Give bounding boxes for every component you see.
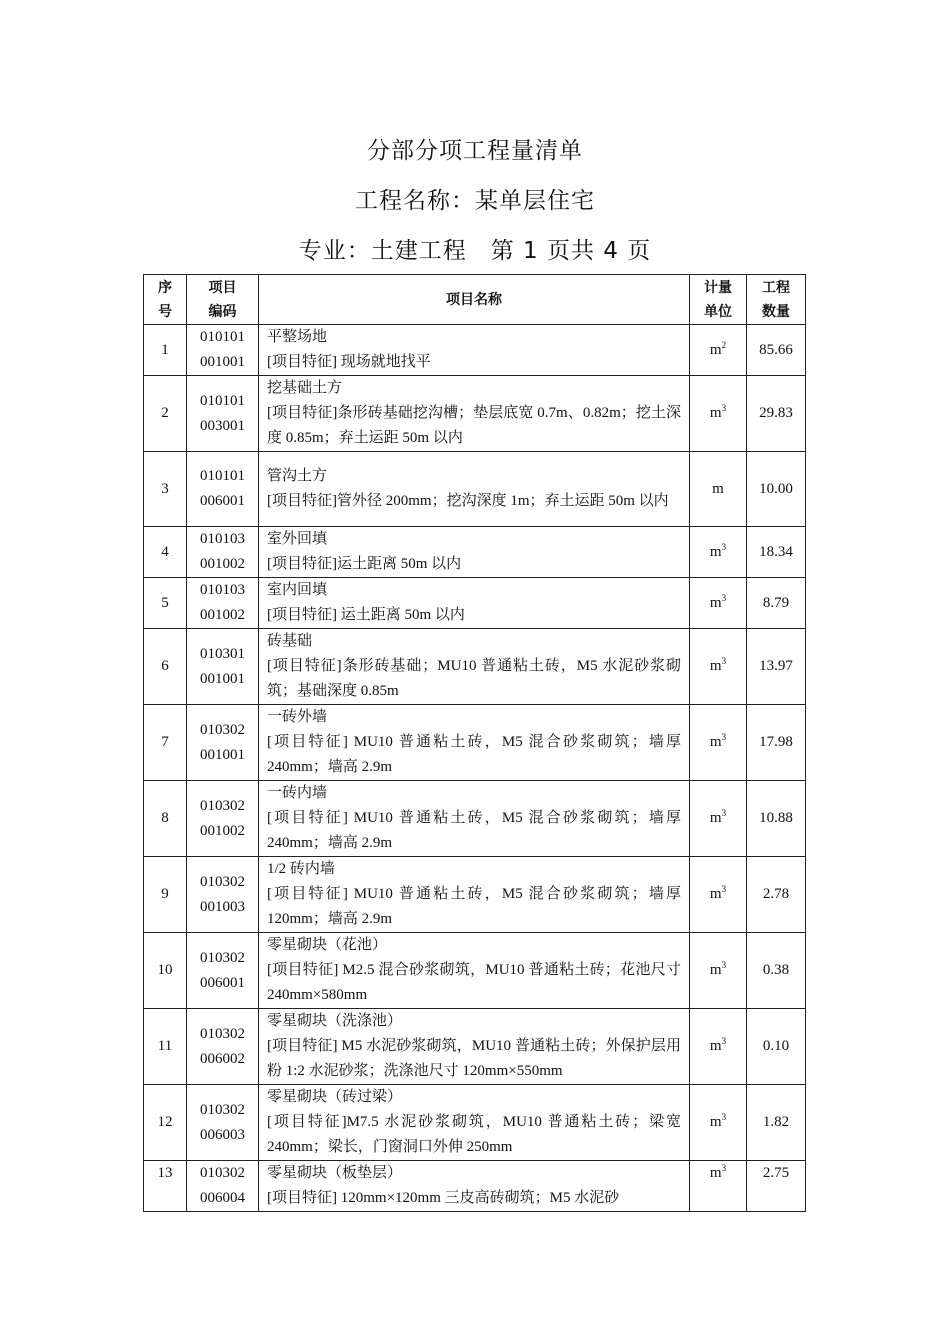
- item-code-part1: 010103: [200, 582, 245, 598]
- item-code-part2: 006002: [200, 1050, 245, 1067]
- row-number: 10: [144, 933, 187, 1009]
- item-code-part1: 010302: [200, 949, 245, 966]
- item-code-part1: 010302: [200, 721, 245, 738]
- item-title: 零星砌块（花池）: [267, 937, 388, 953]
- item-features: [项目特征] MU10 普通粘土砖，M5 混合砂浆砌筑；墙厚 240mm；墙高 2.9m: [267, 810, 681, 851]
- unit-base: m: [709, 405, 722, 421]
- item-title: 零星砌块（洗涤池）: [267, 1013, 403, 1029]
- table-row: [144, 933, 806, 1009]
- item-code-part2: 001002: [200, 607, 245, 623]
- bill-table: [143, 274, 806, 1212]
- quantity: 17.98: [747, 705, 806, 781]
- header-row: [144, 275, 806, 325]
- row-number: 5: [144, 578, 187, 629]
- item-name: [259, 376, 690, 452]
- quantity: 29.83: [747, 376, 806, 452]
- table-row: [144, 1161, 806, 1212]
- item-code: [187, 325, 259, 376]
- unit: [690, 325, 747, 376]
- table-row: [144, 781, 806, 857]
- item-code: [187, 452, 259, 527]
- item-code-part2: 001003: [200, 898, 245, 915]
- item-code-part2: 006001: [200, 493, 245, 509]
- item-name: [259, 578, 690, 629]
- unit: [690, 629, 747, 705]
- quantity: 13.97: [747, 629, 806, 705]
- item-features: [项目特征] M5 水泥砂浆砌筑，MU10 普通粘土砖；外保护层用粉 1:2 水泥砂浆；洗涤池尺寸 120mm×550mm: [267, 1038, 681, 1079]
- unit-exponent: 3: [721, 1163, 727, 1173]
- item-name: [259, 527, 690, 578]
- quantity: 2.75: [747, 1161, 806, 1212]
- item-name: [259, 325, 690, 376]
- unit-base: m: [709, 886, 722, 902]
- header-code: 项目 编码: [187, 275, 259, 325]
- item-title: 一砖外墙: [267, 709, 328, 725]
- row-number: 7: [144, 705, 187, 781]
- item-code: [187, 857, 259, 933]
- item-title: 一砖内墙: [267, 785, 328, 801]
- project-name: 工程名称：某单层住宅: [355, 188, 595, 214]
- unit-exponent: 3: [721, 541, 727, 552]
- item-code-part1: 010103: [200, 531, 245, 547]
- item-code: [187, 1009, 259, 1085]
- item-code-part2: 001002: [200, 822, 245, 839]
- item-title: 零星砌块（砖过梁）: [267, 1089, 403, 1105]
- item-name: [259, 705, 690, 781]
- unit-base: m: [709, 734, 722, 750]
- item-code: [187, 376, 259, 452]
- table-row: [144, 578, 806, 629]
- unit: [690, 578, 747, 629]
- item-code-part2: 006003: [200, 1126, 245, 1143]
- item-code-part2: 001002: [200, 556, 245, 572]
- table-row: [144, 325, 806, 376]
- item-features: [项目特征]管外径 200mm；挖沟深度 1m；弃土运距 50m 以内: [267, 493, 669, 509]
- page-info: 专业：土建工程 第 1 页共 4 页: [298, 238, 652, 264]
- item-code: [187, 933, 259, 1009]
- table-row: [144, 705, 806, 781]
- item-features: [项目特征]运土距离 50m 以内: [267, 556, 462, 572]
- item-code-part2: 001001: [200, 746, 245, 763]
- table-row: [144, 629, 806, 705]
- table-row: [144, 452, 806, 527]
- unit-base: m: [709, 810, 722, 826]
- unit: [690, 452, 747, 527]
- item-title: 挖基础土方: [267, 380, 343, 396]
- quantity: 1.82: [747, 1085, 806, 1161]
- item-code-part1: 010302: [200, 1101, 245, 1118]
- page-title: 分部分项工程量清单: [367, 138, 583, 164]
- unit-base: m: [709, 962, 722, 978]
- item-name: [259, 1085, 690, 1161]
- item-code: [187, 1161, 259, 1212]
- item-code-part1: 010302: [200, 797, 245, 814]
- unit: [690, 527, 747, 578]
- item-title: 室外回填: [267, 531, 328, 547]
- row-number: 12: [144, 1085, 187, 1161]
- unit-exponent: 3: [721, 656, 727, 666]
- unit-exponent: 3: [721, 592, 727, 603]
- item-title: 砖基础: [267, 633, 313, 649]
- unit-exponent: 3: [721, 960, 727, 970]
- item-features: [项目特征] MU10 普通粘土砖，M5 混合砂浆砌筑；墙厚 240mm；墙高 2.9m: [267, 734, 681, 775]
- item-features: [项目特征] 运土距离 50m 以内: [267, 607, 465, 623]
- item-name: [259, 1009, 690, 1085]
- unit-exponent: 3: [721, 732, 727, 742]
- unit-base: m: [709, 1114, 722, 1130]
- header-unit: 计量 单位: [690, 275, 747, 325]
- item-title: 管沟土方: [267, 468, 328, 484]
- unit: [690, 933, 747, 1009]
- item-title: 零星砌块（板垫层）: [267, 1165, 403, 1181]
- item-title: 平整场地: [267, 329, 328, 345]
- row-number: 6: [144, 629, 187, 705]
- item-name: [259, 452, 690, 527]
- item-code-part2: 001001: [200, 354, 245, 370]
- item-features: [项目特征]M7.5 水泥砂浆砌筑，MU10 普通粘土砖；梁宽 240mm；梁长，门窗洞口外伸 250mm: [267, 1114, 681, 1155]
- unit-base: m: [712, 480, 724, 497]
- item-features: [项目特征] 120mm×120mm 三皮高砖砌筑；M5 水泥砂: [267, 1190, 620, 1206]
- table-row: [144, 1085, 806, 1161]
- item-features: [项目特征] 现场就地找平: [267, 354, 431, 370]
- unit: [690, 376, 747, 452]
- header-seq: 序 号: [144, 275, 187, 325]
- item-features: [项目特征]条形砖基础；MU10 普通粘土砖，M5 水泥砂浆砌筑；基础深度 0.85m: [267, 658, 681, 699]
- row-number: 8: [144, 781, 187, 857]
- item-name: [259, 933, 690, 1009]
- item-code-part2: 003001: [200, 417, 245, 434]
- item-code: [187, 781, 259, 857]
- unit: [690, 1009, 747, 1085]
- item-title: 室内回填: [267, 582, 328, 598]
- item-code-part1: 010302: [200, 1165, 245, 1181]
- unit-exponent: 3: [721, 1036, 727, 1046]
- header-qty: 工程 数量: [747, 275, 806, 325]
- unit-exponent: 3: [721, 403, 727, 413]
- item-code: [187, 578, 259, 629]
- item-code-part1: 010302: [200, 1025, 245, 1042]
- item-features: [项目特征] MU10 普通粘土砖，M5 混合砂浆砌筑；墙厚 120mm；墙高 2.9m: [267, 886, 681, 927]
- unit-exponent: 3: [721, 808, 727, 818]
- item-features: [项目特征] M2.5 混合砂浆砌筑，MU10 普通粘土砖；花池尺寸 240mm×580mm: [267, 962, 681, 1003]
- unit: [690, 705, 747, 781]
- unit-exponent: 2: [721, 339, 727, 350]
- item-code-part1: 010301: [200, 645, 245, 662]
- item-code: [187, 629, 259, 705]
- quantity: 8.79: [747, 578, 806, 629]
- quantity: 0.38: [747, 933, 806, 1009]
- item-features: [项目特征]条形砖基础挖沟槽；垫层底宽 0.7m、0.82m；挖土深度 0.85m；弃土运距 50m 以内: [267, 405, 681, 446]
- row-number: 11: [144, 1009, 187, 1085]
- item-code: [187, 705, 259, 781]
- item-code-part2: 006004: [200, 1190, 245, 1206]
- quantity: 2.78: [747, 857, 806, 933]
- row-number: 9: [144, 857, 187, 933]
- table-row: [144, 376, 806, 452]
- unit: [690, 1085, 747, 1161]
- row-number: 1: [144, 325, 187, 376]
- item-code-part2: 006001: [200, 974, 245, 991]
- unit: [690, 781, 747, 857]
- row-number: 2: [144, 376, 187, 452]
- table-row: [144, 857, 806, 933]
- row-number: 13: [144, 1161, 187, 1212]
- unit-base: m: [709, 658, 722, 674]
- quantity: 10.88: [747, 781, 806, 857]
- quantity: 0.10: [747, 1009, 806, 1085]
- item-code-part1: 010101: [200, 468, 245, 484]
- table-row: [144, 1009, 806, 1085]
- unit: [690, 857, 747, 933]
- item-name: [259, 781, 690, 857]
- unit: [690, 1161, 747, 1212]
- row-number: 4: [144, 527, 187, 578]
- item-name: [259, 629, 690, 705]
- item-code: [187, 1085, 259, 1161]
- unit-base: m: [709, 1038, 722, 1054]
- quantity: 18.34: [747, 527, 806, 578]
- item-title: 1/2 砖内墙: [267, 861, 335, 877]
- item-name: [259, 857, 690, 933]
- unit-base: m: [709, 594, 722, 611]
- unit-exponent: 3: [721, 1112, 727, 1122]
- table-row: [144, 527, 806, 578]
- item-code-part1: 010101: [200, 392, 245, 409]
- item-code-part2: 001001: [200, 670, 245, 687]
- item-code: [187, 527, 259, 578]
- unit-exponent: 3: [721, 884, 727, 894]
- item-name: [259, 1161, 690, 1212]
- item-code-part1: 010302: [200, 873, 245, 890]
- header-name: 项目名称: [259, 275, 690, 325]
- quantity: 10.00: [747, 452, 806, 527]
- unit-base: m: [709, 341, 722, 358]
- quantity: 85.66: [747, 325, 806, 376]
- unit-base: m: [709, 543, 722, 560]
- item-code-part1: 010101: [200, 329, 245, 345]
- row-number: 3: [144, 452, 187, 527]
- unit-base: m: [709, 1165, 722, 1181]
